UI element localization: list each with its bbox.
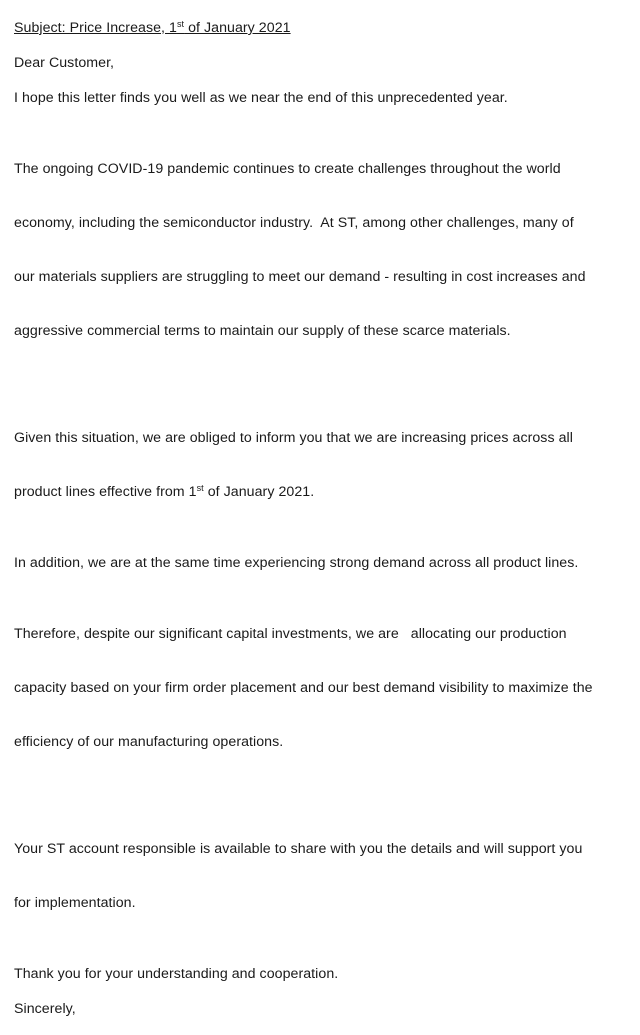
- subject-text-suffix: of January 2021: [184, 20, 291, 36]
- paragraph-line: economy, including the semiconductor industry. At ST, among other challenges, many of: [14, 215, 574, 231]
- paragraph-thanks: Thank you for your understanding and cooperation.: [14, 966, 339, 982]
- paragraph-line: Therefore, despite our significant capital investments, we are allocating our production: [14, 626, 567, 642]
- paragraph-line: efficiency of our manufacturing operations.: [14, 734, 284, 750]
- line-text-prefix: product lines effective from 1: [14, 484, 197, 500]
- paragraph-line: capacity based on your firm order placement and our best demand visibility to maximize the: [14, 680, 593, 696]
- letter-page: [14, 19, 634, 1035]
- subject-text-prefix: Subject: Price Increase, 1: [14, 20, 177, 36]
- letter-subject: [14, 19, 634, 37]
- paragraph-line: [14, 483, 634, 501]
- paragraph-line: The ongoing COVID-19 pandemic continues to create challenges throughout the world: [14, 161, 561, 177]
- letter-greeting: Dear Customer,: [14, 55, 115, 71]
- paragraph-line: aggressive commercial terms to maintain our supply of these scarce materials.: [14, 323, 511, 339]
- letter-closing: Sincerely,: [14, 1001, 76, 1017]
- paragraph-pandemic: [14, 124, 634, 376]
- paragraph-capacity: [14, 589, 634, 787]
- paragraph-price-increase: [14, 393, 634, 537]
- paragraph-demand: In addition, we are at the same time experiencing strong demand across all product lines.: [14, 555, 579, 571]
- paragraph-intro: I hope this letter finds you well as we near the end of this unprecedented year.: [14, 90, 508, 106]
- paragraph-account-support: [14, 804, 634, 948]
- line-text-suffix: of January 2021.: [203, 484, 315, 500]
- subject-ordinal-superscript: st: [176, 19, 185, 29]
- paragraph-line: our materials suppliers are struggling to meet our demand - resulting in cost increases and: [14, 269, 586, 285]
- paragraph-line: Given this situation, we are obliged to inform you that we are increasing prices across all: [14, 430, 573, 446]
- ordinal-superscript: st: [196, 483, 204, 493]
- paragraph-line: Your ST account responsible is available to share with you the details and will support you: [14, 841, 583, 857]
- paragraph-line: for implementation.: [14, 895, 136, 911]
